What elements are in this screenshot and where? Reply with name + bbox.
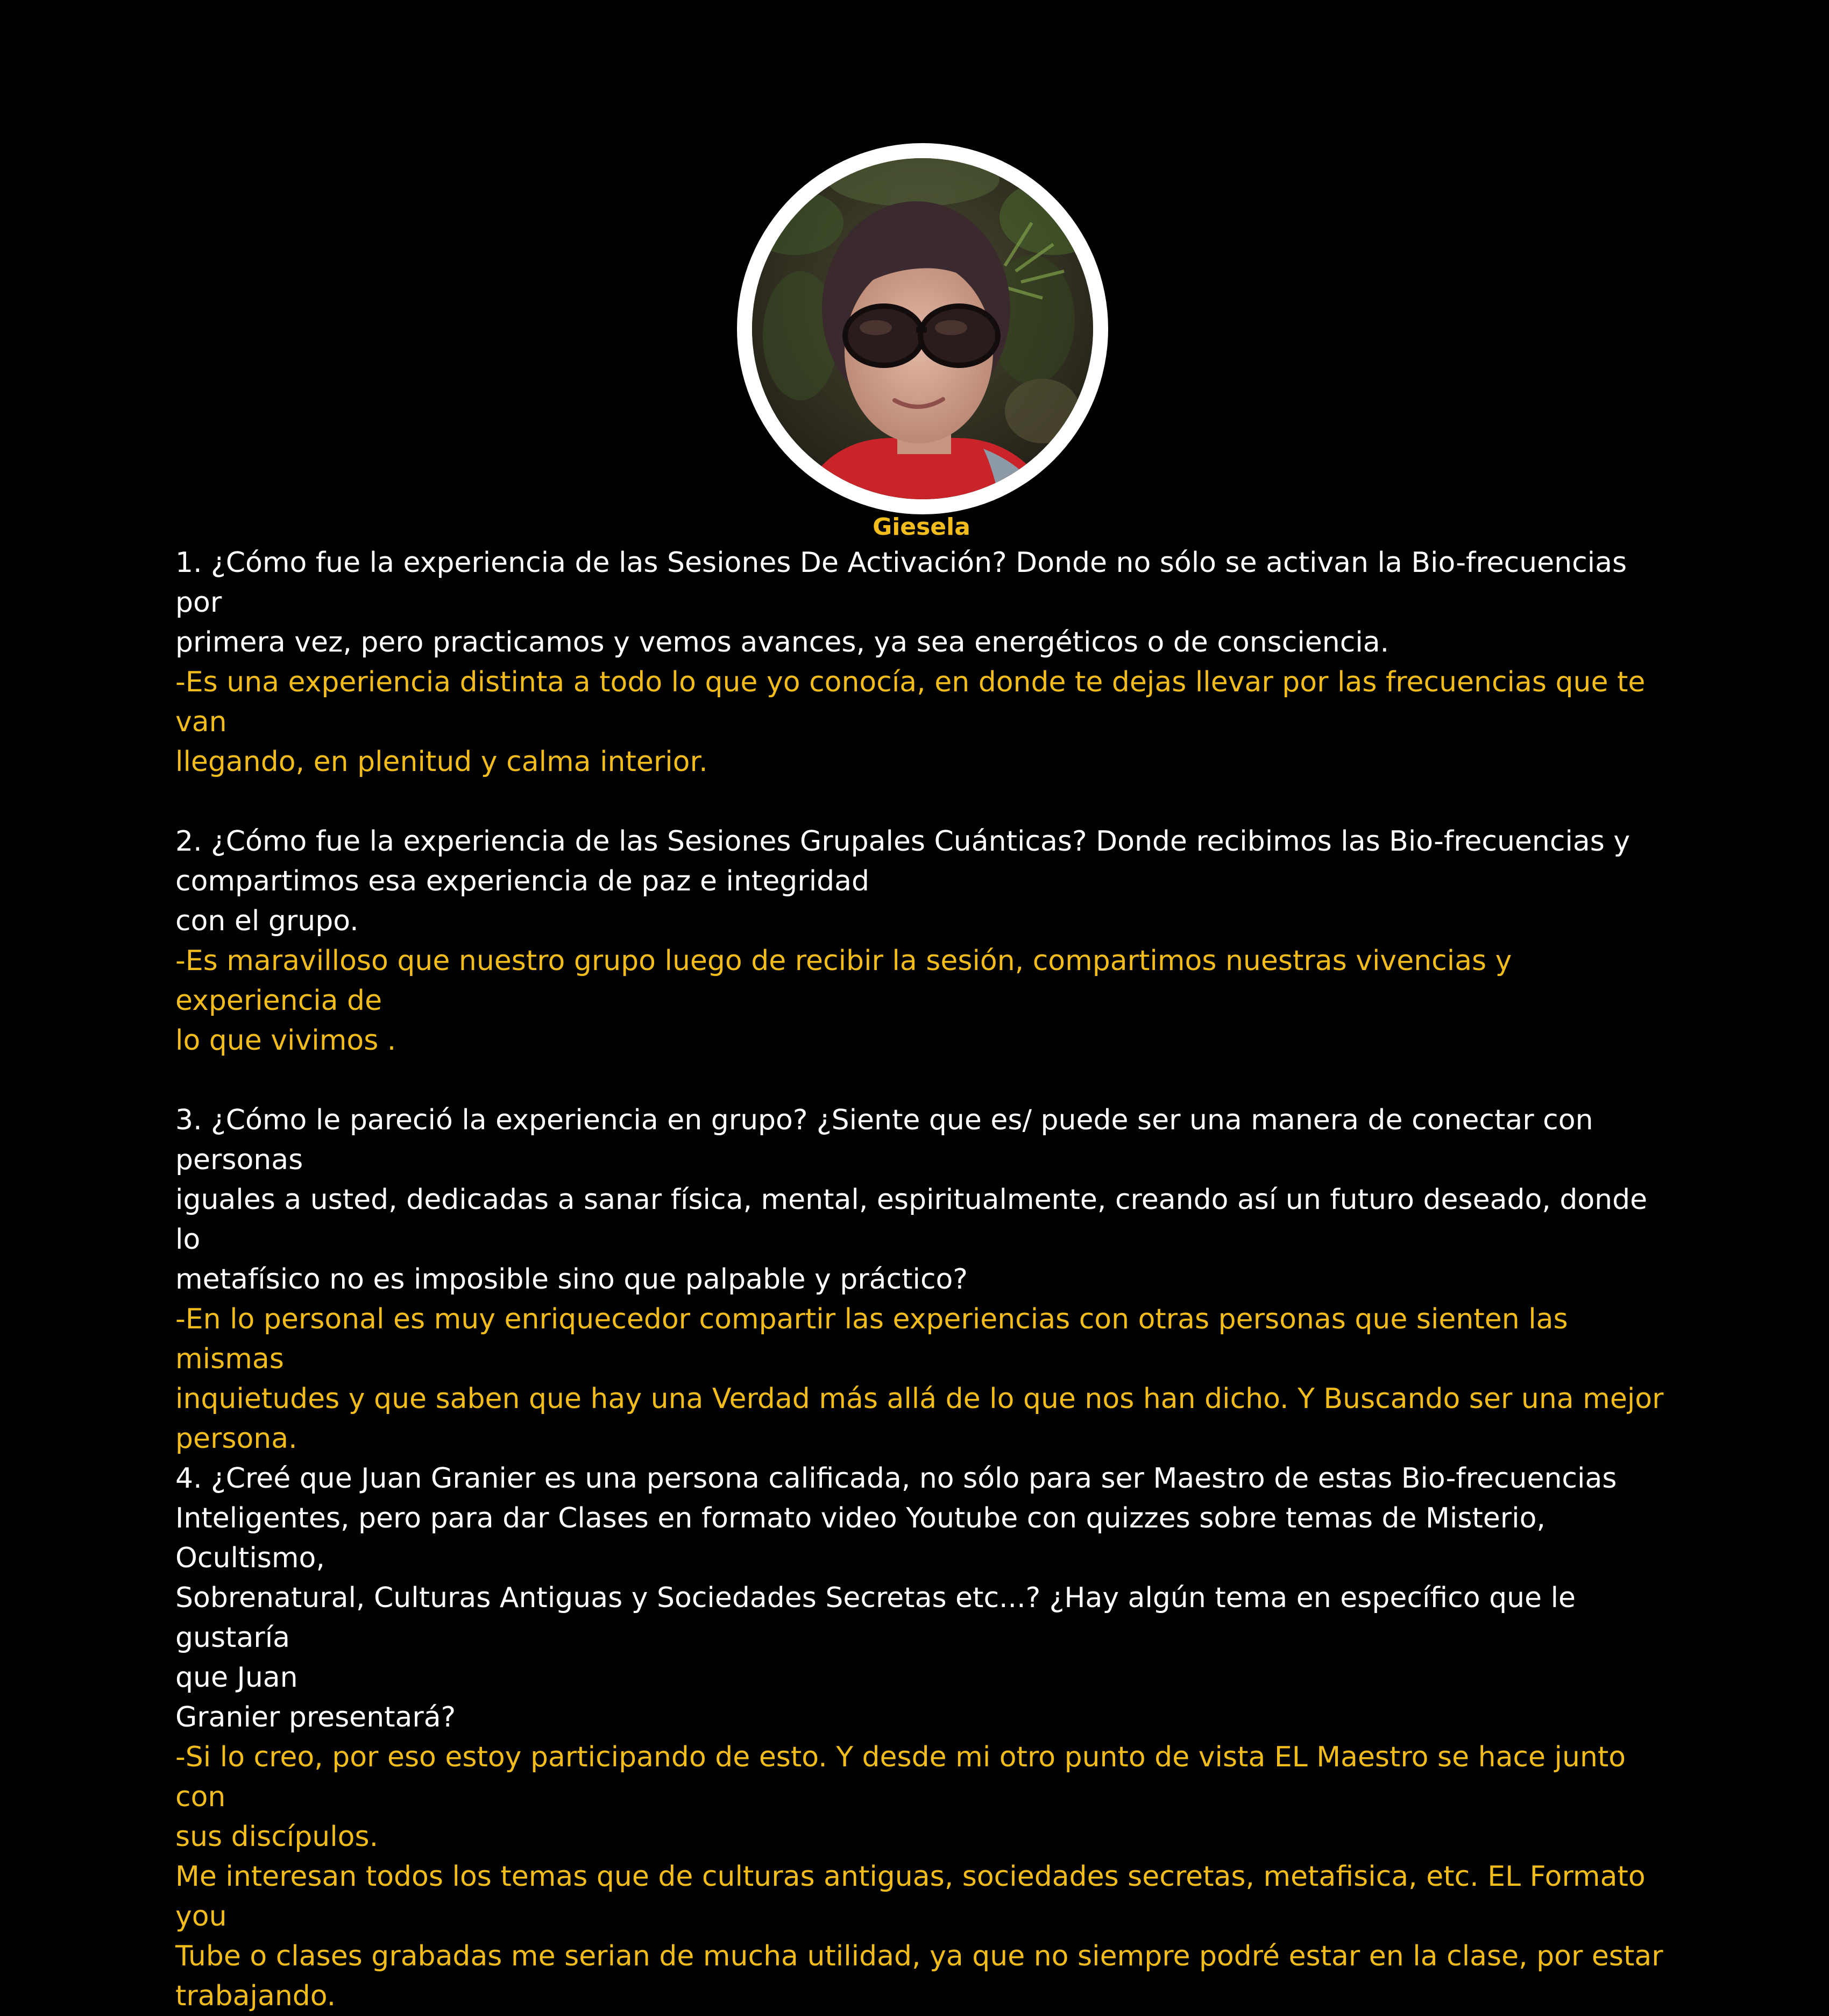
profile-name: Giesela	[873, 513, 970, 541]
avatar	[737, 143, 1108, 514]
spacer	[175, 1060, 1676, 1100]
answer-4: -Si lo creo, por eso estoy participando de esto. Y desde mi otro punto de vista EL Maestro se hace junto con sus discípulos.	[175, 1741, 1626, 1853]
spacer	[175, 782, 1676, 822]
answer-4-extra: Me interesan todos los temas que de culturas antiguas, sociedades secretas, metafisica, etc. EL Formato you Tube o clases grabadas me serian de mucha utilidad, ya que no siempre podré estar en la clase, por estar trabajando.	[175, 1861, 1663, 2012]
answer-2: -Es maravilloso que nuestro grupo luego de recibir la sesión, compartimos nuestras vivencias y experiencia de lo que vivimos .	[175, 945, 1512, 1057]
profile-photo	[752, 158, 1093, 499]
answer-3: -En lo personal es muy enriquecedor compartir las experiencias con otras personas que sienten las mismas inquietudes y que saben que hay una Verdad más allá de lo que nos han dicho. Y Buscando ser una mejor persona.	[175, 1303, 1664, 1455]
question-3: 3. ¿Cómo le pareció la experiencia en grupo? ¿Siente que es/ puede ser una manera de conectar con personas iguales a usted, dedicadas a sanar física, mental, espiritualmente, creando así un futuro deseado, donde lo metafísico no es imposible sino que palpable y práctico?	[175, 1104, 1648, 1296]
question-4: 4. ¿Creé que Juan Granier es una persona calificada, no sólo para ser Maestro de estas Bio-frecuencias Inteligentes, pero para dar Clases en formato video Youtube con quizzes sobre temas de Misterio, Ocultismo, Sobrenatural, Culturas Antiguas y Sociedades Secretas etc...? ¿Hay algún tema en específico que le gustaría que Juan Granier presentará?	[175, 1462, 1617, 1734]
testimonial-text	[175, 543, 1676, 2016]
answer-1: -Es una experiencia distinta a todo lo que yo conocía, en donde te dejas llevar por las frecuencias que te van llegando, en plenitud y calma interior.	[175, 666, 1646, 778]
question-2: 2. ¿Cómo fue la experiencia de las Sesiones Grupales Cuánticas? Donde recibimos las Bio-frecuencias y compartimos esa experiencia de paz e integridad con el grupo.	[175, 825, 1630, 937]
question-1: 1. ¿Cómo fue la experiencia de las Sesiones De Activación? Donde no sólo se activan la Bio-frecuencias por primera vez, pero practicamos y vemos avances, ya sea energéticos o de consciencia.	[175, 547, 1627, 659]
